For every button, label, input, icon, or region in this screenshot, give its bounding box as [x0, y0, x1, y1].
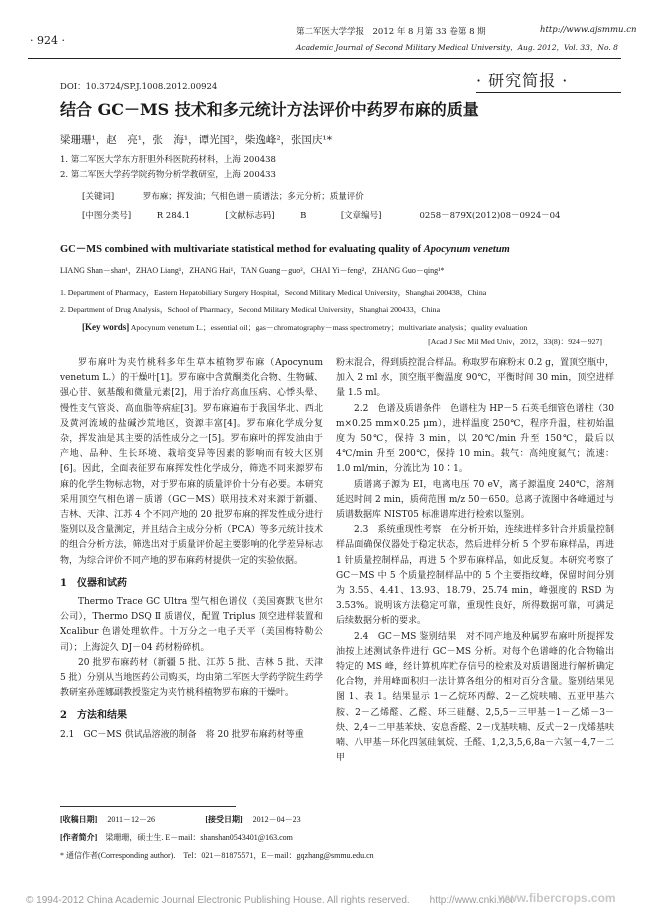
corresponding-contact: Tel：021－81875571，E－mail：gqzhang@smmu.edu.cn [183, 851, 374, 860]
section-1-paragraph-1: Thermo Trace GC Ultra 型气相色谱仪（美国赛默飞世尔公司），Thermo DSQ Ⅱ 质谱仪，配置 Triplus 顶空进样装置和 Xcalibur 色谱处理软件。十万分之一电子天平（美国梅特勒公司）；上海淀久 DJ－04 药材粉碎机。 [60, 597, 323, 653]
affiliation-cn-2: 2. 第二军医大学药学院药物分析学教研室，上海 200433 [60, 170, 276, 180]
author-bio-label: [作者简介] [60, 833, 98, 842]
authors-cn: 梁珊珊¹，赵 亮¹，张 海¹，谭光国²，柴逸峰²，张国庆¹* [60, 134, 333, 146]
keywords-en: Apocynum venetum L.；essential oil；gas－chromatography－mass spectrometry；multivariate analysis；quality evaluation [130, 323, 528, 332]
received-date: 2011－12－26 [107, 815, 156, 824]
affiliations-cn [60, 153, 276, 183]
corresponding-label: * 通信作者(Corresponding author). [60, 851, 176, 860]
article-title-cn: 结合 GC－MS 技术和多元统计方法评价中药罗布麻的质量 [60, 100, 479, 119]
journal-url: http://www.ajsmmu.cn [540, 25, 637, 35]
keywords-block-en [82, 320, 612, 349]
copyright-notice: © 1994-2012 China Academic Journal Electronic Publishing House. All rights reserved. http://www.cnki.net [26, 895, 514, 906]
keywords-block-cn [82, 188, 602, 226]
journal-name-en: Academic Journal of Second Military Medical University，Aug. 2012，Vol. 33，No. 8 [296, 43, 618, 52]
ms-conditions-paragraph: 质谱离子源为 EI，电离电压 70 eV，离子源温度 240℃，溶剂延迟时间 2 min，质荷范围 m/z 50－650。总离子流图中各峰通过与质谱数据库 NIST05 标准谱库进行检索以鉴别。 [336, 479, 614, 521]
article-no-label: [文章编号] [340, 211, 382, 221]
article-title-en [60, 243, 620, 257]
citation: [Acad J Sec Mil Med Univ，2012，33(8)：924－927] [428, 337, 602, 346]
affiliation-cn-1: 1. 第二军医大学东方肝胆外科医院药材科，上海 200438 [60, 155, 276, 165]
section-tag: · 研究简报 · [476, 71, 569, 90]
body-column-right [336, 356, 614, 766]
section-1-heading: 1 仪器和试药 [60, 577, 127, 589]
section-1-paragraph-2: 20 批罗布麻药材（新疆 5 批、江苏 5 批、吉林 5 批、天津 5 批）分别从当地医药公司购买，均由第二军医大学药学院生药学教研室孙莲娜副教授鉴定为夹竹桃科植物罗布麻的干燥叶。 [60, 657, 323, 699]
header-rule [28, 58, 621, 59]
body-column-left [60, 356, 323, 743]
authors-en: LIANG Shan－shan¹，ZHAO Liang¹，ZHANG Hai¹，TAN Guang－guo²，CHAI Yi－feng²，ZHANG Guo－qing¹* [60, 266, 445, 275]
doi: DOI：10.3724/SP.J.1008.2012.00924 [60, 82, 218, 92]
journal-name-cn: 第二军医大学学报 2012 年 8 月第 33 卷第 8 期 [296, 27, 486, 37]
intro-paragraph: 罗布麻叶为夹竹桃科多年生草本植物罗布麻（Apocynum venetum L.）的干燥叶[1]。罗布麻中含黄酮类化合物、生物碱、强心苷、氨基酸和微量元素[2]，用于治疗高血压病、心悸头晕、慢性支气管炎、高血脂等病症[3]。罗布麻遍布于我国华北、西北及黄河流域的盐碱沙荒地区，资源丰富[4]。罗布麻化学成分复杂，挥发油是其主要的活性成分之一[5]。罗布麻叶的挥发油由于产地、品种、生长环境、栽培变异等因素的影响而有较大区别[6]。因此，全面表征罗布麻挥发性化学成分，筛选不同来源罗布麻的化学生物标志物，对于罗布麻的质量评价十分有必要。本研究采用顶空气相色谱－质谱（GC－MS）联用技术对来源于新疆、吉林、天津、江苏 4 个不同产地的 20 批罗布麻的挥发性成分进行鉴别以及含量测定，并且结合主成分分析（PCA）等多元统计技术的组合分析方法，筛选出对于质量评价起主要影响的化学差异标志物，为综合评价不同产地的罗布麻药材提供一定的实验依据。 [60, 358, 323, 566]
section-2-1-continued: 粉末混合，得到质控混合样品。称取罗布麻粉末 0.2 g，置顶空瓶中，加入 2 ml 水，顶空瓶平衡温度 90℃，平衡时间 30 min，顶空进样量 1.5 ml。 [336, 358, 614, 399]
section-2-1-paragraph: 2.1 GC－MS 供试品溶液的制备 将 20 批罗布麻药材等重 [60, 729, 304, 740]
doc-code-value: B [300, 211, 307, 221]
received-label: [收稿日期] [60, 815, 98, 824]
article-no-value: 0258－879X(2012)08－0924－04 [419, 211, 561, 221]
keywords-cn-label: [关键词] [82, 192, 115, 202]
accepted-label: [接受日期] [205, 815, 243, 824]
keywords-cn: 罗布麻；挥发油；气相色谱－质谱法；多元分析；质量评价 [142, 192, 364, 202]
clc-value: R 284.1 [156, 211, 191, 221]
section-2-2-paragraph: 2.2 色谱及质谱条件 色谱柱为 HP－5 石英毛细管色谱柱（30 m×0.25 mm×0.25 μm），进样温度 250℃，程序升温，柱初始温度为 50℃，保持 3 min，以 20℃/min 升至 150℃，最后以 4℃/min 升至 200℃，保持 10 min。载气：高纯度氦气；流速：1.0 ml/min，分流比为 10∶1。 [336, 403, 614, 475]
watermark: www.fibercrops.com [498, 891, 616, 905]
title-en-main: GC－MS combined with multivariate statistical method for evaluating quality of [60, 244, 424, 255]
section-2-4-paragraph: 2.4 GC－MS 鉴别结果 对不同产地及种属罗布麻叶所提挥发油按上述测试条件进行 GC－MS 分析。对每个色谱峰的化合物输出特定的 MS 峰，经计算机库贮存信号的检索及对质谱图进行解析确定化合物，并用峰面积归一法计算各组分的相对百分含量。鉴别结果见图 1、表 1。结果显示 1－乙烷环丙醇、2－乙烷呋喃、五亚甲基六胺、2－乙烯醛、乙醛、环三硅醚、2,5,5－三甲基－1－乙烯－3－炔、2,4－二甲基苯炔、安息香醛、2－戊基呋喃、反式－2－戊烯基呋喃、八甲基－环化四氢硅氧烷、壬醛、1,2,3,5,6,8a－六氢－4,7－二甲 [336, 631, 614, 764]
footnote-rule [60, 806, 236, 807]
affiliations-en [60, 284, 486, 318]
author-bio: 梁珊珊，硕士生. E－mail：shanshan0543401@163.com [105, 833, 293, 842]
section-tag-rule [476, 92, 621, 93]
affiliation-en-2: 2. Department of Drug Analysis，School of Pharmacy，Second Military Medical University，Shanghai 200433，China [60, 305, 441, 314]
clc-label: [中图分类号] [82, 211, 132, 221]
doc-code-label: [文献标志码] [225, 211, 275, 221]
section-2-heading: 2 方法和结果 [60, 710, 127, 722]
section-2-3-paragraph: 2.3 系统重现性考察 在分析开始，连续进样多针合并质量控制样品面确保仪器处于稳定状态，然后进样分析 5 个罗布麻样品，再进 1 针质量控制样品，再进 5 个罗布麻样品，如此反复。本研究考察了 GC－MS 中 5 个质量控制样品中的 5 个主要指纹峰，保留时间分别为 3.55、4.41、13.93、18.79、25.74 min，峰强度的 RSD 为 3.53%。说明该方法稳定可靠，重现性良好，所得数据可靠，可满足后续数据分析的要求。 [336, 525, 614, 627]
accepted-date: 2012－04－23 [252, 815, 301, 824]
title-en-species: Apocynum venetum [423, 244, 510, 255]
footnotes [60, 811, 374, 865]
keywords-en-label: [Key words] [82, 322, 130, 332]
affiliation-en-1: 1. Department of Pharmacy，Eastern Hepatobiliary Surgery Hospital，Second Military Medical University，Shanghai 200438，China [60, 288, 487, 297]
page-number: · 924 · [30, 34, 65, 47]
